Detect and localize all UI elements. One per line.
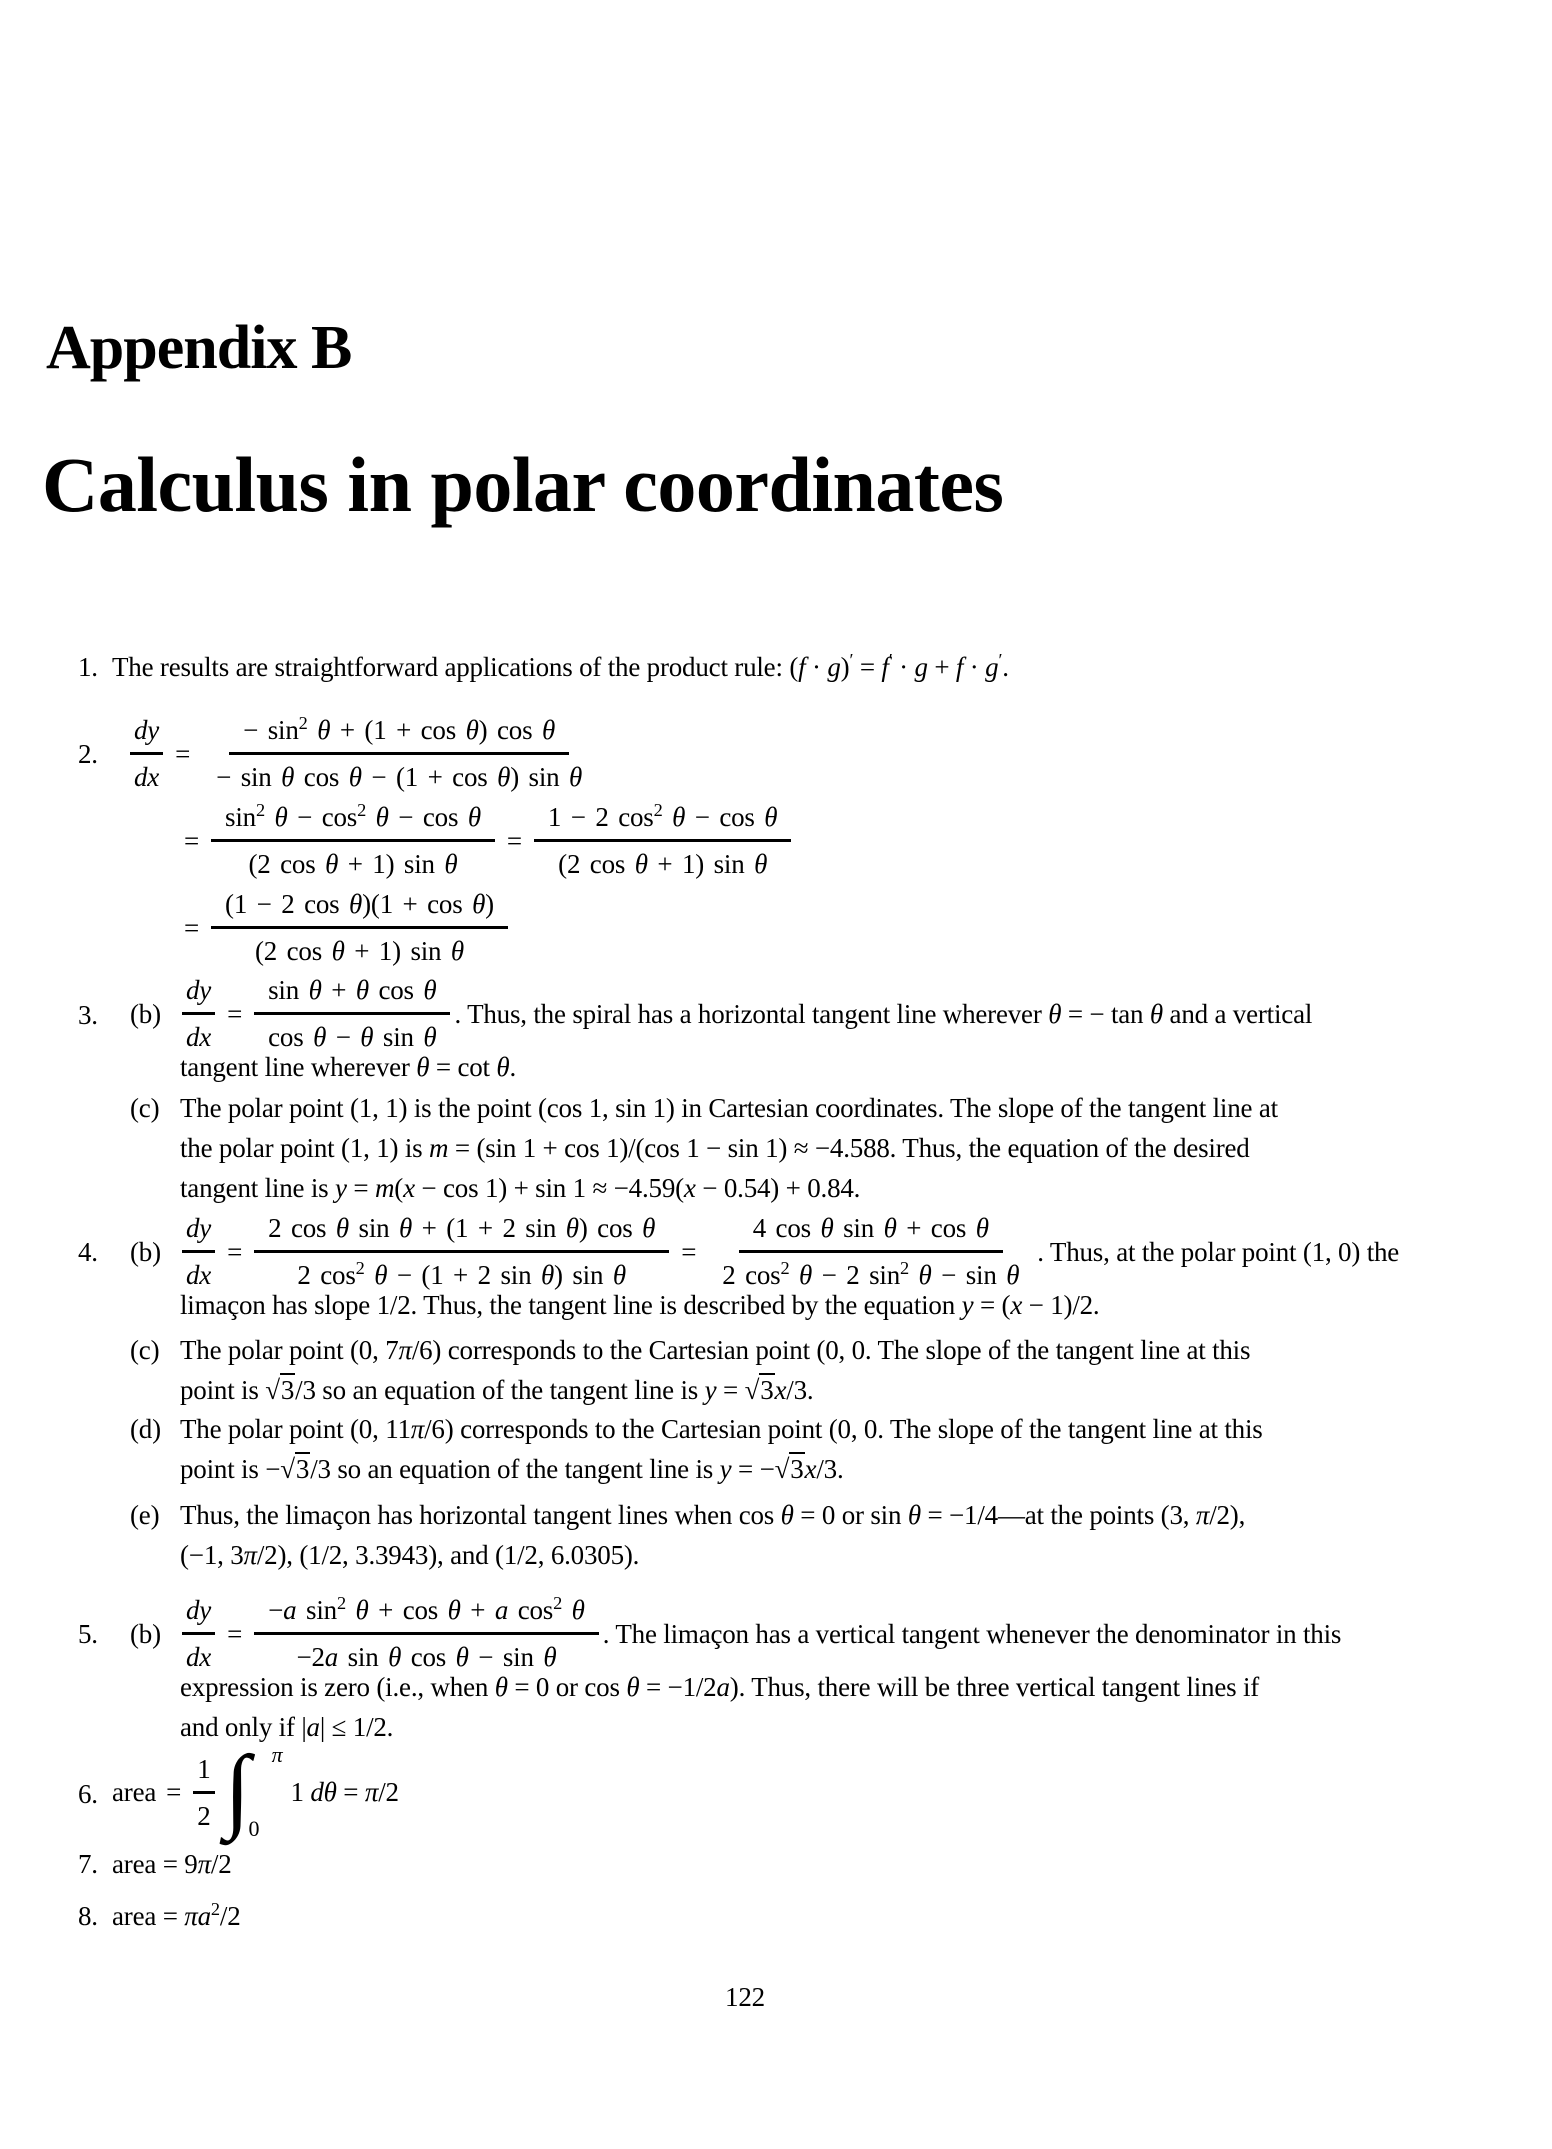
numerator: $\sin^2 \theta - \cos^2 \theta - \cos \theta$ [211,797,495,842]
problem-4e [130,1495,1245,1575]
fraction [708,1208,1033,1295]
fraction [211,884,508,971]
denominator: dx [134,762,160,792]
denominator: −2a sin θ cos θ − sin θ [296,1642,557,1672]
equation-row [128,710,793,797]
numerator: (1 − 2 cos θ)(1 + cos θ) [211,884,508,929]
equation-row [128,797,793,884]
text-line: tangent line wherever θ = cot θ. [180,1052,517,1082]
problem-text: area = 9π/2 [112,1849,232,1879]
problem-6 [78,1737,399,1842]
problem-number: 5. [78,1619,98,1649]
part-content [180,1208,1399,1325]
part-label: (c) [130,1093,160,1123]
problem-1 [78,647,1009,687]
part-content [180,1330,1250,1410]
part-content [180,1409,1263,1489]
text-line: the polar point (1, 1) is m = (sin 1 + cos 1)/(cos 1 − sin 1) ≈ −4.588. Thus, the equation of the desired [180,1133,1250,1163]
text-line: point is √3/3 so an equation of the tangent line is y = √3x/3. [180,1375,814,1405]
equals-sign: = [166,1777,182,1807]
problem-number: 1. [78,652,98,682]
integral-lower-bound: 0 [248,1816,260,1841]
text-line: . Thus, the spiral has a horizontal tangent line wherever θ = − tan θ and a vertical [454,998,1313,1029]
part-content [180,970,1312,1087]
text-line: The polar point (0, 7π/6) corresponds to the Cartesian point (0, 0. The slope of the tangent line at this [180,1335,1251,1365]
numerator: 4 cos θ sin θ + cos θ [739,1208,1003,1253]
fraction-dy-dx [182,970,215,1057]
part-label: (b) [130,999,161,1029]
text-line: tangent line is y = m(x − cos 1) + sin 1 ≈ −4.59(x − 0.54) + 0.84. [180,1173,861,1203]
problem-4d [130,1409,1263,1489]
equation-row [180,970,1312,1057]
text-line: expression is zero (i.e., when θ = 0 or cos θ = −1/2a). Thus, there will be three vertical tangent lines if [180,1672,1260,1702]
denominator: − sin θ cos θ − (1 + cos θ) sin θ [216,762,583,792]
text-line: area [112,1777,157,1807]
problem-number: 4. [78,1237,98,1267]
equals-sign: = [227,998,243,1029]
part-content [180,1495,1245,1575]
denominator: cos θ − θ sin θ [268,1022,437,1052]
text-line: (−1, 3π/2), (1/2, 3.3943), and (1/2, 6.0305). [180,1540,640,1570]
text-line: The polar point (0, 11π/6) corresponds to the Cartesian point (0, 0. The slope of the tangent line at this [180,1414,1263,1444]
equals-sign: = [184,912,200,943]
part-label: (b) [130,1619,161,1649]
fraction [202,710,596,797]
denominator: 2 $\cos^2 \theta - (1 + 2$ sin θ) sin θ [297,1257,626,1290]
numerator: dy [130,710,163,755]
problem-4b [130,1208,1399,1325]
text-line: . Thus, at the polar point (1, 0) the [1037,1236,1400,1267]
equals-sign: = [175,738,191,769]
integral-sign-icon: ∫ [224,1737,251,1842]
part-label: (c) [130,1335,160,1365]
equals-sign: = [681,1236,697,1267]
denominator: dx [186,1022,212,1052]
integral-upper-bound: π [271,1742,283,1767]
fraction-dy-dx [182,1590,215,1677]
part-content [180,1088,1278,1208]
equation-row [128,884,793,971]
text-line: The polar point (1, 1) is the point (cos 1, sin 1) in Cartesian coordinates. The slope of the tangent line at [180,1093,1278,1123]
problem-text: The results are straightforward applications of the product rule: (f · g)′ = f′ · g + f · g′. [112,649,1009,682]
numerator: sin θ + θ cos θ [254,970,450,1015]
fraction-dy-dx [130,710,163,797]
problem-number: 7. [78,1849,98,1879]
integral [224,1737,283,1842]
problem-7 [78,1844,232,1884]
numerator: −a $\sin^2 \theta + \cos \theta + a$ $\cos^2 \theta$ [254,1590,599,1635]
problem-8 [78,1896,241,1936]
denominator: dx [186,1642,212,1672]
text-line: and only if |a| ≤ 1/2. [180,1712,394,1742]
fraction [254,1590,599,1677]
problem-number: 6. [78,1779,98,1809]
equals-sign: = [506,825,522,856]
fraction-dy-dx [182,1208,215,1295]
problem-text: area = $\pi a^2/2$ [112,1898,241,1931]
problem-number: 2. [78,739,98,769]
equals-sign: = [227,1236,243,1267]
problem-3b [130,970,1312,1087]
fraction-one-half [193,1749,214,1836]
denominator: (2 cos θ + 1) sin θ [558,849,768,879]
equation-row [112,1737,399,1842]
numerator: 1 [193,1749,214,1794]
numerator: dy [182,970,215,1015]
problem-number: 8. [78,1901,98,1931]
problem-number: 3. [78,1000,98,1030]
part-label: (b) [130,1237,161,1267]
denominator: (2 cos θ + 1) sin θ [248,849,458,879]
equation-row [180,1208,1399,1295]
equals-sign: = [227,1618,243,1649]
equals-sign: = [184,825,200,856]
text-line: . The limaçon has a vertical tangent whenever the denominator in this [602,1618,1342,1649]
text-line: 1 dθ = π/2 [290,1777,399,1807]
part-label: (d) [130,1414,161,1444]
numerator: − $\sin^2 \theta + (1 + \cos \theta)$ cos θ [229,710,569,755]
fraction [534,797,791,884]
text-line: limaçon has slope 1/2. Thus, the tangent line is described by the equation y = (x − 1)/2. [180,1290,1100,1320]
page-number: 122 [725,1982,765,2012]
equation-block [128,710,793,971]
fraction [211,797,495,884]
appendix-label: Appendix B [46,314,352,382]
fraction [254,1208,669,1295]
text-line: point is −√3/3 so an equation of the tangent line is y = −√3x/3. [180,1454,844,1484]
problem-4c [130,1330,1250,1410]
denominator: 2 [197,1800,211,1831]
denominator: 2 $\cos^2 \theta - 2$ $\sin^2 \theta - \sin \theta$ [722,1257,1020,1290]
equation-row [180,1590,1341,1677]
problem-2 [78,710,793,971]
numerator: dy [182,1208,215,1253]
chapter-title: Calculus in polar coordinates [42,441,1004,528]
denominator: (2 cos θ + 1) sin θ [255,936,464,966]
denominator: dx [186,1260,212,1290]
numerator: 1 − 2 $\cos^2 \theta - \cos \theta$ [534,797,791,842]
part-label: (e) [130,1500,160,1530]
numerator: dy [182,1590,215,1635]
part-content [180,1590,1341,1747]
numerator: 2 cos θ sin θ + (1 + 2 sin θ) cos θ [254,1208,669,1253]
problem-3c [130,1088,1278,1208]
fraction [254,970,450,1057]
problem-5b [130,1590,1341,1747]
text-line: Thus, the limaçon has horizontal tangent lines when cos θ = 0 or sin θ = −1/4—at the points (3, π/2), [180,1500,1246,1530]
